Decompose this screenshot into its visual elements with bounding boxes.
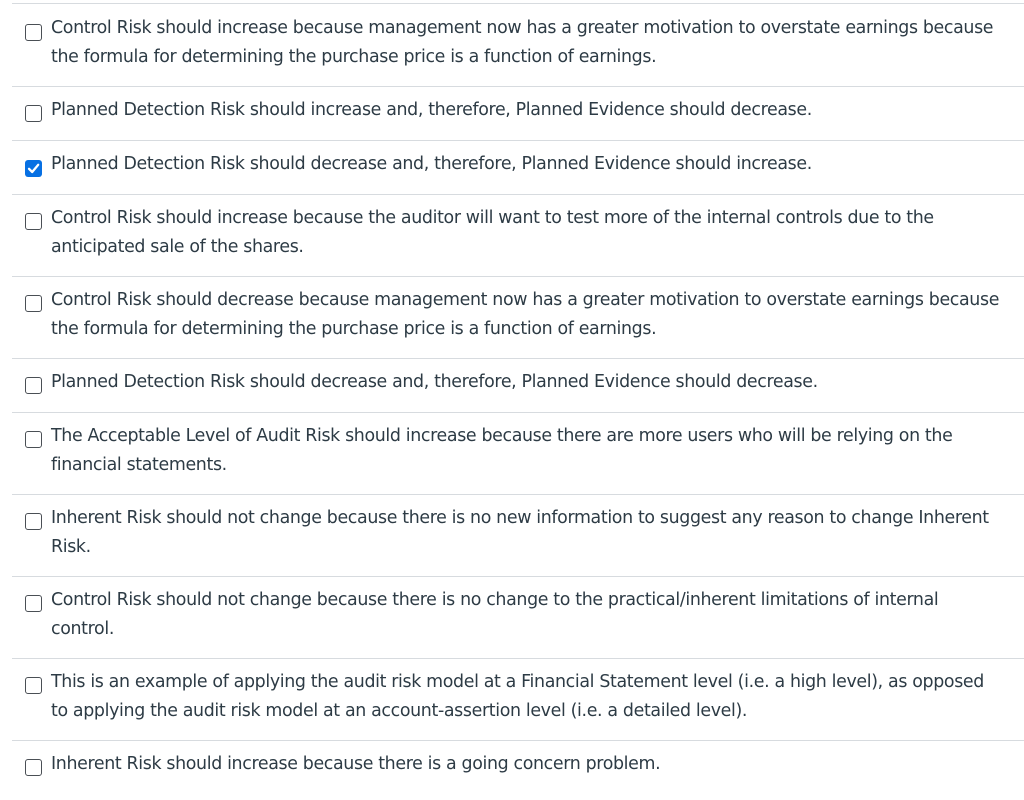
answer-option-10[interactable] bbox=[12, 658, 1024, 740]
answer-option-5[interactable] bbox=[12, 276, 1024, 358]
checkbox-10[interactable] bbox=[25, 677, 42, 694]
answer-text-10: This is an example of applying the audit risk model at a Financial Statement level (i.e. a high level), as opposed to applying the audit risk model at an account-assertion level (i.e. a detailed level). bbox=[51, 672, 984, 721]
answer-text-9: Control Risk should not change because there is no change to the practical/inherent limitations of internal control. bbox=[51, 590, 939, 639]
checkmark-icon bbox=[27, 162, 40, 175]
checkbox-7[interactable] bbox=[25, 431, 42, 448]
answer-text-1: Control Risk should increase because management now has a greater motivation to overstate earnings because the formula for determining the purchase price is a function of earnings. bbox=[51, 18, 994, 67]
checkbox-9[interactable] bbox=[25, 595, 42, 612]
checkbox-1[interactable] bbox=[25, 24, 42, 41]
checkbox-8[interactable] bbox=[25, 513, 42, 530]
checkbox-2[interactable] bbox=[25, 105, 42, 122]
checkbox-3-checked[interactable] bbox=[25, 160, 42, 177]
answer-option-9[interactable] bbox=[12, 576, 1024, 658]
checkbox-11[interactable] bbox=[25, 759, 42, 776]
answer-option-3[interactable] bbox=[12, 140, 1024, 194]
checkbox-4[interactable] bbox=[25, 213, 42, 230]
answer-text-3: Planned Detection Risk should decrease and, therefore, Planned Evidence should increase. bbox=[51, 154, 812, 174]
answer-option-2[interactable] bbox=[12, 86, 1024, 140]
checkbox-5[interactable] bbox=[25, 295, 42, 312]
answer-text-4: Control Risk should increase because the auditor will want to test more of the internal controls due to the anticipated sale of the shares. bbox=[51, 208, 934, 257]
checkbox-6[interactable] bbox=[25, 377, 42, 394]
answer-text-7: The Acceptable Level of Audit Risk should increase because there are more users who will be relying on the financial statements. bbox=[51, 426, 953, 475]
answer-list bbox=[12, 0, 1024, 793]
answer-text-6: Planned Detection Risk should decrease and, therefore, Planned Evidence should decrease. bbox=[51, 372, 818, 392]
answer-text-5: Control Risk should decrease because management now has a greater motivation to overstate earnings because the formula for determining the purchase price is a function of earnings. bbox=[51, 290, 1000, 339]
answer-option-8[interactable] bbox=[12, 494, 1024, 576]
answer-option-7[interactable] bbox=[12, 412, 1024, 494]
answer-text-8: Inherent Risk should not change because there is no new information to suggest any reason to change Inherent Risk. bbox=[51, 508, 989, 557]
answer-option-1[interactable] bbox=[12, 3, 1024, 86]
answer-text-11: Inherent Risk should increase because there is a going concern problem. bbox=[51, 754, 661, 774]
answer-option-6[interactable] bbox=[12, 358, 1024, 412]
answer-option-11[interactable] bbox=[12, 740, 1024, 796]
answer-text-2: Planned Detection Risk should increase and, therefore, Planned Evidence should decrease. bbox=[51, 100, 812, 120]
answer-option-4[interactable] bbox=[12, 194, 1024, 276]
